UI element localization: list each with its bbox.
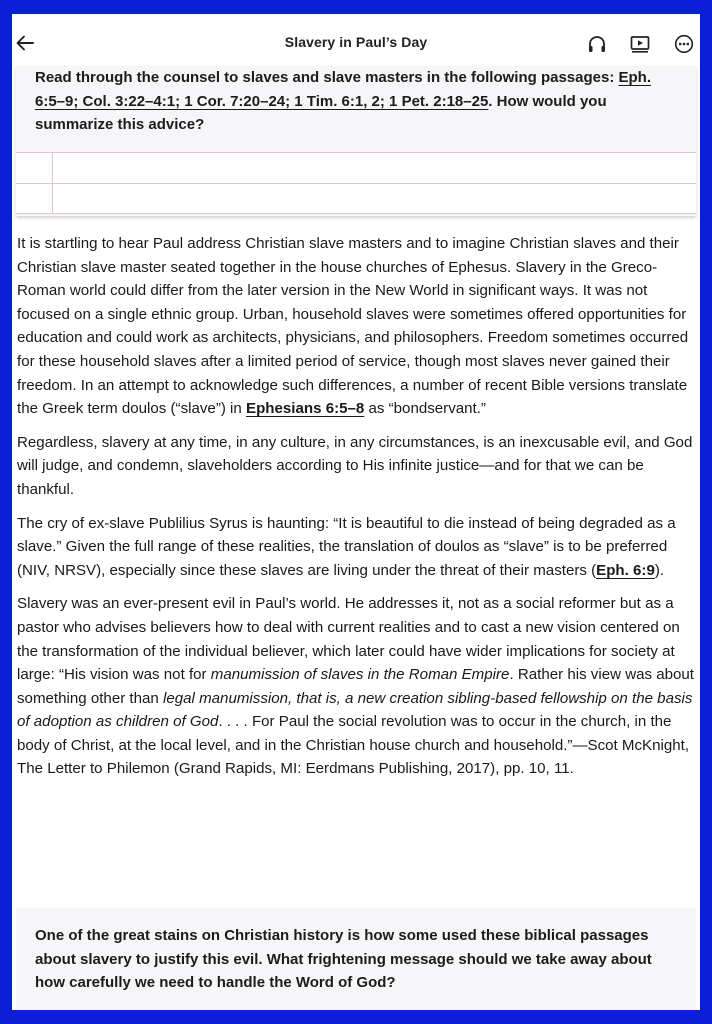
paragraph-1-end: as “bondservant.” bbox=[364, 400, 486, 418]
video-icon[interactable] bbox=[629, 33, 651, 55]
lesson-body bbox=[17, 232, 699, 791]
answer-notes-area[interactable] bbox=[16, 152, 696, 214]
question-1-intro: Read through the counsel to slaves and slave masters in the following passages: bbox=[35, 69, 619, 86]
notes-line bbox=[16, 152, 696, 153]
paragraph-3-text: The cry of ex-slave Publilius Syrus is haunting: “It is beautiful to die instead of being degraded as a slave.” Given the full range of these realities, the translation of doulos as “slave” is to be preferred (NIV, NRSV), especially since these slaves are living under the threat of their masters ( bbox=[17, 514, 676, 579]
notes-line bbox=[16, 213, 696, 214]
notes-line bbox=[16, 183, 696, 184]
question-1-prompt: . How would you summarize this advice? bbox=[35, 92, 607, 133]
headphones-icon[interactable] bbox=[586, 33, 608, 55]
page-title: Slavery in Paul’s Day bbox=[284, 34, 428, 50]
paragraph-4-italic-2: legal manumission, that is, a new creation sibling-based fellowship on the basis of adoption as children of God bbox=[17, 689, 693, 731]
paragraph-2: Regardless, slavery at any time, in any culture, in any circumstances, is an inexcusable evil, and God will judge, and condemn, slaveholders according to His infinite justice—and for that we can be thankful. bbox=[17, 433, 693, 498]
paragraph-4-italic-1: manumission of slaves in the Roman Empire bbox=[210, 666, 510, 684]
paragraph-4-text-a: Slavery was an ever-present evil in Paul’s world. He addresses it, not as a social reformer but as a pastor who advises believers how to deal with current realities and to cast a new vision centered on the transformation of the individual believer, which later could have wider implications for society at large: “His vision was not for bbox=[17, 595, 680, 684]
more-icon[interactable] bbox=[673, 33, 695, 55]
eph-6-9-link[interactable]: Eph. 6:9 bbox=[596, 561, 655, 579]
paragraph-4-text-b: . Rather his view was about something other than bbox=[17, 666, 695, 707]
paragraph-3 bbox=[17, 512, 699, 583]
paragraph-4 bbox=[17, 592, 699, 781]
notes-margin-line bbox=[52, 152, 53, 214]
question-card-1 bbox=[16, 66, 696, 216]
question-1-text bbox=[35, 66, 675, 137]
question-card-2 bbox=[16, 908, 696, 1010]
ephesians-6-5-8-link[interactable]: Ephesians 6:5–8 bbox=[246, 400, 365, 418]
question-2-text: One of the great stains on Christian history is how some used these biblical passages about slavery to justify this evil. What frightening message should we take away about how carefully we need to handle the Word of God? bbox=[35, 927, 652, 991]
scripture-references-link[interactable]: Eph. 6:5–9; Col. 3:22–4:1; 1 Cor. 7:20–24; 1 Tim. 6:1, 2; 1 Pet. 2:18–25 bbox=[35, 69, 651, 110]
reader-window bbox=[12, 14, 700, 1010]
top-bar bbox=[12, 14, 700, 66]
paragraph-1 bbox=[17, 232, 699, 421]
paragraph-1-text: It is startling to hear Paul address Christian slave masters and to imagine Christian slaves and their Christian slave master seated together in the house churches of Ephesus. Slavery in the Greco-Roman world could differ from the later version in the New World in significant ways. It was not focused on a single ethnic group. Urban, household slaves were sometimes offered opportunities for education and could work as architects, physicians, and philosophers. Freedom sometimes occurred for these household slaves after a limited period of service, though most slaves never gained their freedom. In an attempt to acknowledge such differences, a number of recent Bible versions translate the Greek term doulos (“slave”) in bbox=[17, 235, 689, 418]
paragraph-3-end: ). bbox=[654, 561, 665, 579]
paragraph-4-text-c: . . . . For Paul the social revolution was to occur in the church, in the body of Christ, at the local level, and in the Christian house church and household.”—Scot McKnight, The Letter to Philemon (Grand Rapids, MI: Eerdmans Publishing, 2017), pp. 10, 11. bbox=[17, 713, 690, 778]
